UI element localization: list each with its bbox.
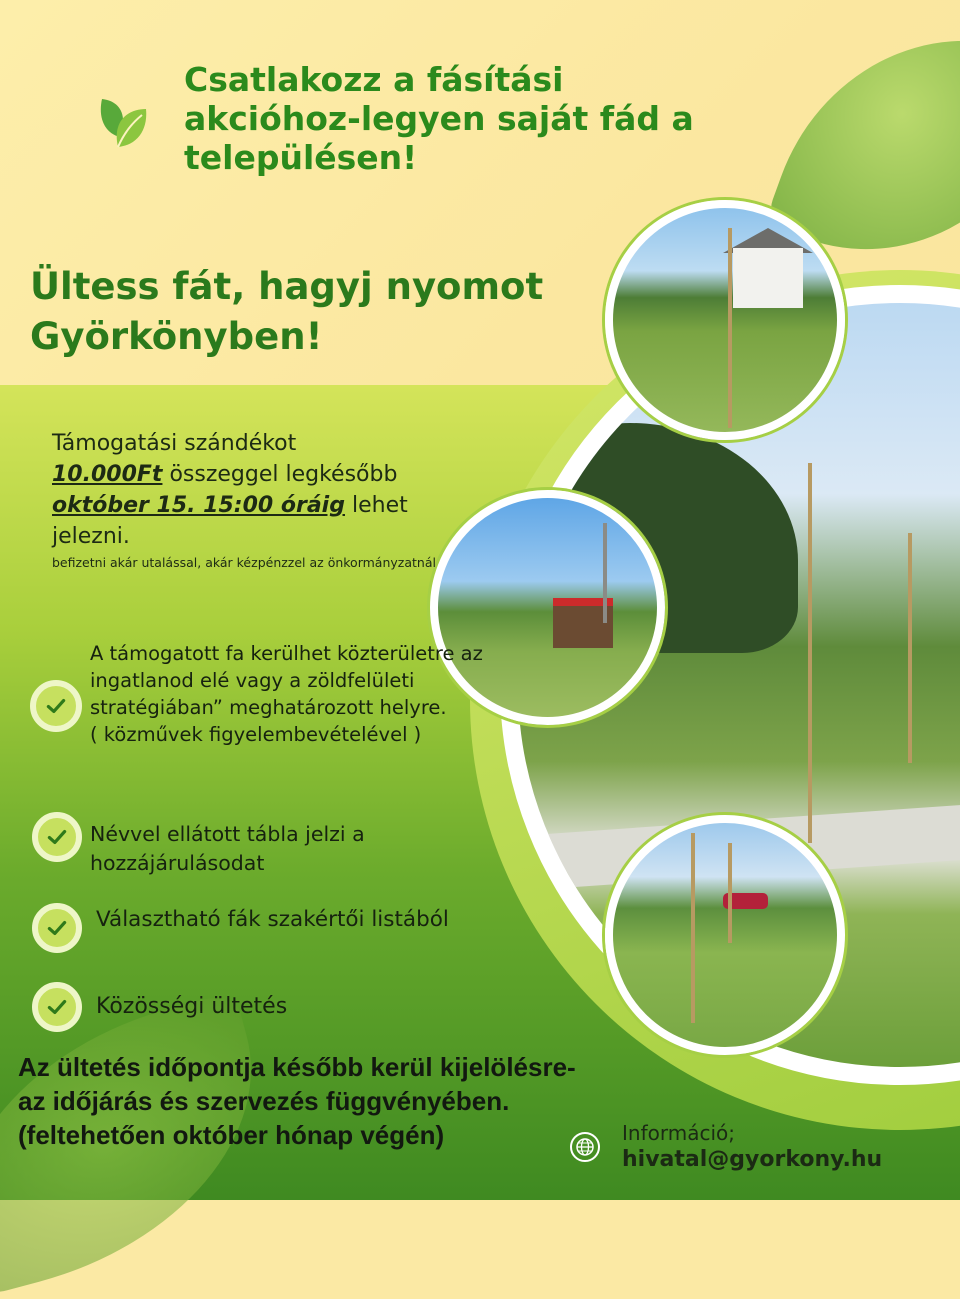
contact-email-link[interactable]: hivatal@gyorkony.hu [622,1147,883,1172]
support-line-3: lehet jelezni. [52,493,408,549]
photo-house [733,248,803,308]
payment-note: befizetni akár utalással, akár kézpénzzel az önkormányzatnál [52,555,436,570]
support-deadline: október 15. 15:00 óráig [52,493,345,518]
benefit-item-text: A támogatott fa kerülhet közterületre az ingatlanod elé vagy a zöldfelületi stratégiában” meghatározott helyre. [90,642,483,719]
benefit-item-community: Közösségi ültetés [96,994,288,1019]
planting-date-note: Az ültetés időpontja később kerül kijelölésre- az időjárás és szervezés függvényében. (feltehetően október hónap végén) [18,1052,576,1150]
benefit-item-note: ( közművek figyelembevételével ) [90,723,422,746]
support-amount: 10.000Ft [52,462,163,487]
page-title: Csatlakozz a fásítási akcióhoz-legyen saját fád a településen! [184,60,694,177]
check-icon [32,982,82,1032]
contact-label: Információ; [622,1121,735,1145]
photo-young-tree [605,815,845,1055]
photo-sapling [728,228,732,428]
support-line-2: összeggel legkésőbb [162,462,398,487]
check-icon [32,812,82,862]
leaf-logo-icon [98,95,148,150]
benefit-item-sign: Névvel ellátott tábla jelzi a hozzájárulásodat [90,822,365,875]
check-icon [32,903,82,953]
photo-sapling [691,833,695,1023]
photo-sapling-by-house [605,200,845,440]
support-info [52,428,482,572]
photo-sapling [728,843,732,943]
photo-pole [603,523,607,623]
globe-icon [570,1132,600,1162]
photo-sapling [908,533,912,763]
photo-sapling [808,463,812,843]
page-subtitle: Ültess fát, hagyj nyomot Györkönyben! [30,265,544,358]
contact-info [570,1120,882,1174]
benefit-item-location [90,640,490,748]
support-line-1: Támogatási szándékot [52,431,297,456]
check-icon [30,680,82,732]
benefit-item-tree-list: Választható fák szakértői listából [96,907,449,932]
